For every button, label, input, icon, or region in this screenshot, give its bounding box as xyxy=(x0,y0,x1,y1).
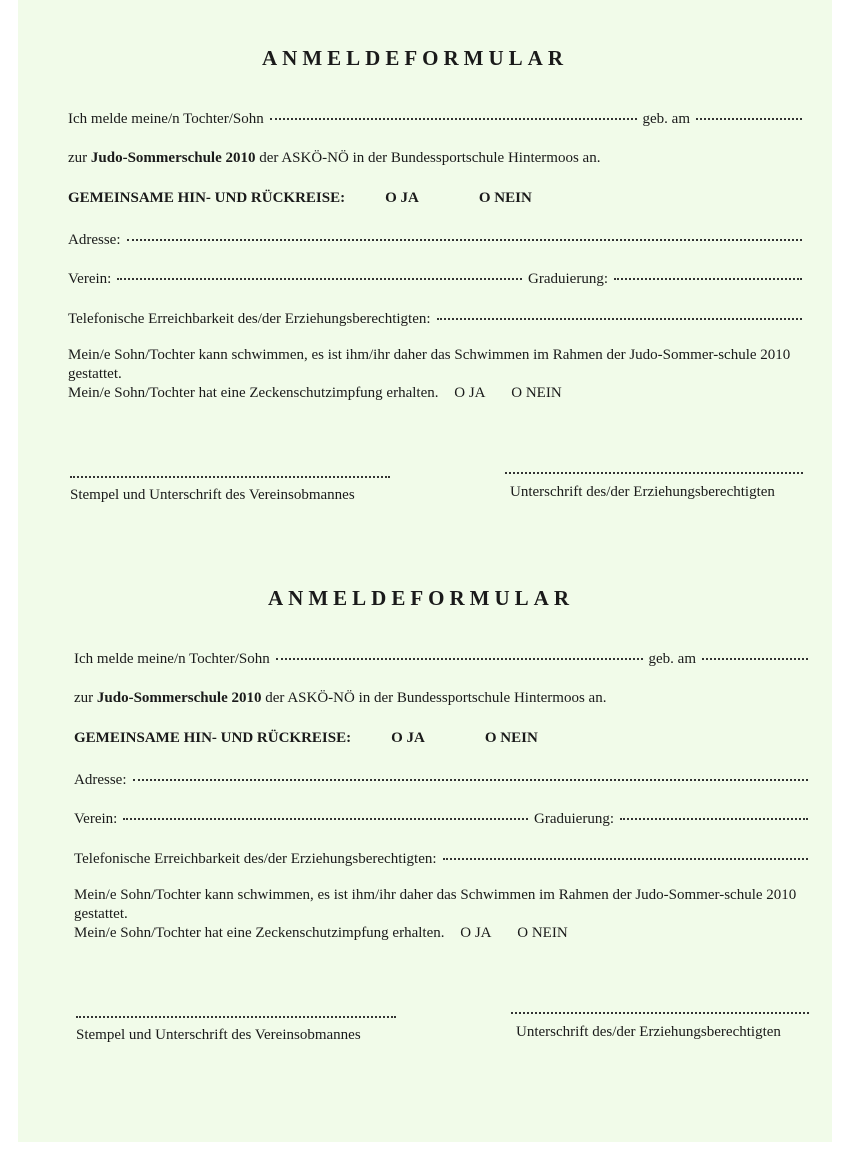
child-name-field[interactable] xyxy=(270,118,637,120)
tick-vaccine-row xyxy=(68,384,802,403)
grade-label: Graduierung: xyxy=(534,811,614,827)
course-rest: der ASKÖ-NÖ in der Bundessportschule Hintermoos an. xyxy=(265,690,607,706)
birthdate-field[interactable] xyxy=(696,118,802,120)
tick-no-option[interactable]: O NEIN xyxy=(511,385,562,401)
address-row xyxy=(74,772,808,789)
child-name-field[interactable] xyxy=(276,658,643,660)
guardian-signature-line[interactable] xyxy=(505,472,803,474)
travel-yes-option[interactable]: O JA xyxy=(391,730,425,746)
tick-yes-option[interactable]: O JA xyxy=(460,925,492,941)
phone-field[interactable] xyxy=(437,318,802,320)
club-signature-label: Stempel und Unterschrift des Vereinsobmannes xyxy=(76,1027,361,1043)
club-row xyxy=(68,271,802,288)
club-label: Verein: xyxy=(68,271,112,287)
registration-form-2 xyxy=(6,540,850,1080)
travel-no-option[interactable]: O NEIN xyxy=(478,190,532,206)
tick-vaccine-row xyxy=(74,924,808,943)
travel-no-option[interactable]: O NEIN xyxy=(484,730,538,746)
course-rest: der ASKÖ-NÖ in der Bundessportschule Hintermoos an. xyxy=(259,150,601,166)
address-label: Adresse: xyxy=(74,772,127,788)
travel-row xyxy=(74,730,808,747)
course-prefix: zur xyxy=(74,690,94,706)
travel-row xyxy=(68,190,802,207)
phone-row xyxy=(74,851,808,868)
course-name: Judo-Sommerschule 2010 xyxy=(96,690,262,706)
course-name: Judo-Sommerschule 2010 xyxy=(90,150,256,166)
travel-label: GEMEINSAME HIN- UND RÜCKREISE: xyxy=(68,190,346,206)
grade-field[interactable] xyxy=(620,818,808,820)
club-signature-line[interactable] xyxy=(70,476,390,478)
phone-label: Telefonische Erreichbarkeit des/der Erziehungsberechtigten: xyxy=(68,311,431,327)
consent-paragraph xyxy=(68,346,802,403)
form-title: ANMELDEFORMULAR xyxy=(262,46,568,70)
swim-consent-text: Mein/e Sohn/Tochter kann schwimmen, es ist ihm/ihr daher das Schwimmen im Rahmen der Judo-Sommer-schule 2010 gestattet. xyxy=(74,887,797,922)
child-name-label: Ich melde meine/n Tochter/Sohn xyxy=(68,111,264,127)
address-field[interactable] xyxy=(133,779,809,781)
child-name-label: Ich melde meine/n Tochter/Sohn xyxy=(74,651,270,667)
phone-field[interactable] xyxy=(443,858,808,860)
swim-consent-text: Mein/e Sohn/Tochter kann schwimmen, es ist ihm/ihr daher das Schwimmen im Rahmen der Judo-Sommer-schule 2010 gestattet. xyxy=(68,347,791,382)
course-row xyxy=(74,690,808,707)
guardian-signature-label: Unterschrift des/der Erziehungsberechtigten xyxy=(516,1024,781,1040)
tick-no-option[interactable]: O NEIN xyxy=(517,925,568,941)
guardian-signature-line[interactable] xyxy=(511,1012,809,1014)
grade-label: Graduierung: xyxy=(528,271,608,287)
registration-form-1 xyxy=(0,0,850,540)
tick-vaccine-text: Mein/e Sohn/Tochter hat eine Zeckenschutzimpfung erhalten. xyxy=(68,385,439,401)
birthdate-label: geb. am xyxy=(648,651,696,667)
travel-label: GEMEINSAME HIN- UND RÜCKREISE: xyxy=(74,730,352,746)
tick-yes-option[interactable]: O JA xyxy=(454,385,486,401)
address-field[interactable] xyxy=(127,239,803,241)
child-name-row xyxy=(74,651,808,668)
club-label: Verein: xyxy=(74,811,118,827)
tick-vaccine-text: Mein/e Sohn/Tochter hat eine Zeckenschutzimpfung erhalten. xyxy=(74,925,445,941)
child-name-row xyxy=(68,111,802,128)
phone-label: Telefonische Erreichbarkeit des/der Erziehungsberechtigten: xyxy=(74,851,437,867)
club-field[interactable] xyxy=(123,818,528,820)
course-prefix: zur xyxy=(68,150,88,166)
club-field[interactable] xyxy=(117,278,522,280)
consent-paragraph xyxy=(74,886,808,943)
birthdate-field[interactable] xyxy=(702,658,808,660)
address-row xyxy=(68,232,802,249)
phone-row xyxy=(68,311,802,328)
travel-yes-option[interactable]: O JA xyxy=(385,190,419,206)
club-signature-line[interactable] xyxy=(76,1016,396,1018)
form-title: ANMELDEFORMULAR xyxy=(268,586,574,610)
grade-field[interactable] xyxy=(614,278,802,280)
address-label: Adresse: xyxy=(68,232,121,248)
guardian-signature-label: Unterschrift des/der Erziehungsberechtigten xyxy=(510,484,775,500)
club-row xyxy=(74,811,808,828)
club-signature-label: Stempel und Unterschrift des Vereinsobmannes xyxy=(70,487,355,503)
course-row xyxy=(68,150,802,167)
birthdate-label: geb. am xyxy=(642,111,690,127)
